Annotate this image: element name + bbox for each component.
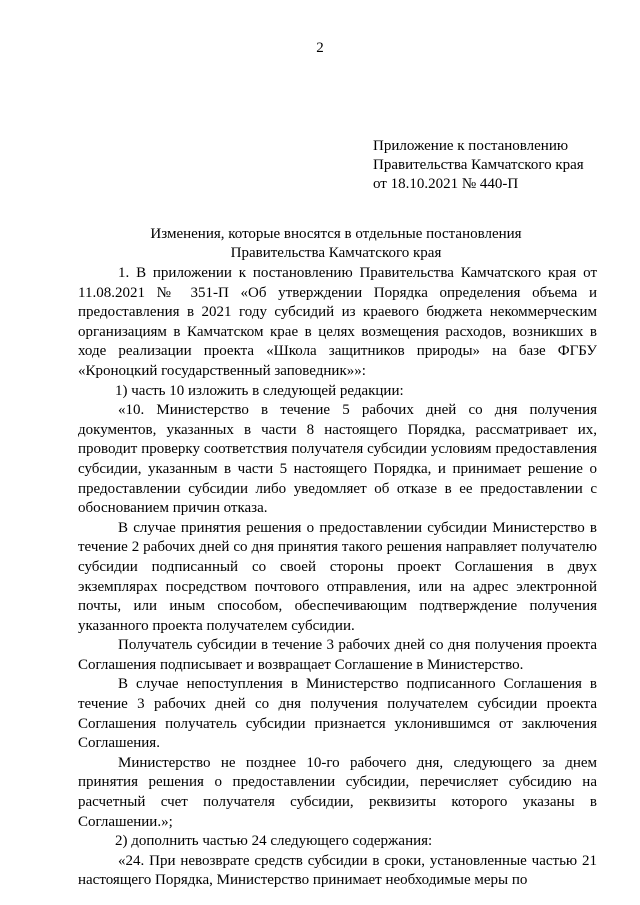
document-title	[0, 225, 640, 263]
title-line-1: Изменения, которые вносятся в отдельные постановления	[150, 226, 522, 242]
appendix-header	[373, 137, 584, 194]
appendix-line-1: Приложение к постановлению	[373, 138, 569, 154]
paragraph-agreement-sending: В случае принятия решения о предоставлении субсидии Министерство в течение 2 рабочих дней со дня принятия такого решения направляет получателю субсидии подписанный со своей стороны проект Соглашения в двух экземплярах посредством почтового отправления, или на адрес электронной почты, или иным способом, обеспечивающим подтверждение получения указанного проекта получателем субсидии.	[78, 519, 597, 634]
title-line-2: Правительства Камчатского края	[230, 245, 442, 261]
paragraph-subsidy-transfer: Министерство не позднее 10-го рабочего дня, следующего за днем принятия решения о предоставлении субсидии, перечисляет субсидию на расчетный счет получателя субсидии, реквизиты которого указаны в Соглашении.»;	[78, 754, 597, 830]
paragraph-clause-1: 1. В приложении к постановлению Правительства Камчатского края от 11.08.2021 № 351-П «Об утверждении Порядка определения объема и предоставления в 2021 году субсидий из краевого бюджета некоммерческим организациям в Камчатском крае в целях возмещения расходов, возникших в ходе реализации проекта «Школа защитников природы» на базе ФГБУ «Кроноцкий государственный заповедник»»:	[78, 265, 597, 379]
appendix-line-2: Правительства Камчатского края	[373, 157, 584, 173]
paragraph-part-24: «24. При невозврате средств субсидии в сроки, установленные частью 21 настоящего Порядка, Министерство принимает необходимые меры по	[78, 852, 597, 889]
paragraph-agreement-evasion: В случае непоступления в Министерство подписанного Соглашения в течение 3 рабочих дней со дня получения получателем субсидии проекта Соглашения получатель субсидии признается уклонившимся от заключения Соглашения.	[78, 676, 597, 752]
paragraph-subclause-1: 1) часть 10 изложить в следующей редакции:	[115, 382, 404, 399]
paragraph-part-10: «10. Министерство в течение 5 рабочих дней со дня получения документов, указанных в части 8 настоящего Порядка, рассматривает их, проводит проверку соответствия получателя субсидии условиям предоставления субсидии, указанным в части 5 настоящего Порядка, и принимает решение о предоставлении субсидии либо уведомляет об отказе в ее предоставлении с обоснованием причин отказа.	[78, 402, 597, 517]
page-number: 2	[316, 40, 324, 56]
paragraph-agreement-signing: Получатель субсидии в течение 3 рабочих дней со дня получения проекта Соглашения подписывает и возвращает Соглашение в Министерство.	[78, 637, 597, 673]
document-body	[78, 264, 597, 891]
paragraph-subclause-2: 2) дополнить частью 24 следующего содержания:	[115, 833, 433, 850]
appendix-line-3: от 18.10.2021 № 440-П	[373, 176, 519, 192]
